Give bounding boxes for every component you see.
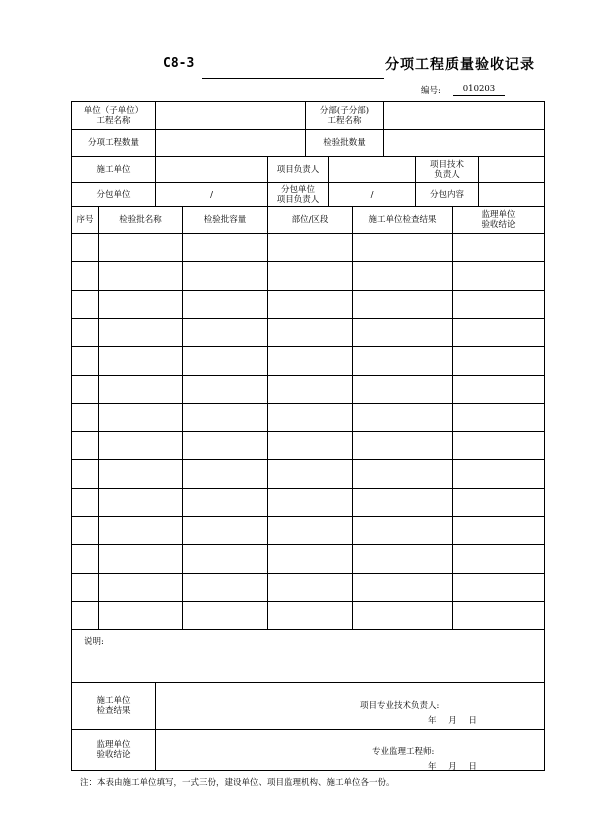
subcontract-pm-label: 分包单位 项目负责人 — [276, 184, 320, 205]
col-header-construction-result: 施工单位检查结果 — [368, 215, 437, 225]
notes-field[interactable] — [80, 648, 538, 680]
table-row[interactable] — [72, 319, 544, 345]
table-row[interactable] — [72, 517, 544, 543]
col-divider — [155, 682, 156, 771]
table-row[interactable] — [72, 376, 544, 402]
construction-unit-field[interactable] — [156, 157, 267, 182]
form-title: 分项工程质量验收记录 — [385, 57, 535, 73]
subcontract-content-label: 分包内容 — [429, 189, 464, 200]
tech-manager-signature-label: 项目专业技术负责人: — [360, 701, 440, 711]
serial-number-field[interactable]: 010203 — [453, 84, 505, 96]
item-project-quantity-field[interactable] — [156, 130, 305, 156]
supervision-conclusion-label: 监理单位 验收结论 — [96, 740, 131, 760]
project-manager-label: 项目负责人 — [276, 164, 320, 175]
table-row[interactable] — [72, 262, 544, 288]
project-tech-manager-field[interactable] — [479, 157, 544, 182]
subcontract-content-field[interactable] — [479, 183, 544, 206]
table-row[interactable] — [72, 432, 544, 458]
table-row[interactable] — [72, 489, 544, 515]
construction-unit-label: 施工单位 — [96, 164, 131, 175]
col-header-supervision-conclusion: 监理单位 验收结论 — [481, 210, 516, 230]
table-row[interactable] — [72, 347, 544, 373]
construction-check-date[interactable]: 年 月 日 — [428, 716, 477, 726]
footnote: 注：本表由施工单位填写，一式三份，建设单位、项目监理机构、施工单位各一份。 — [80, 778, 395, 788]
subcontract-unit-field[interactable]: / — [210, 189, 213, 200]
table-row[interactable] — [72, 404, 544, 430]
table-row[interactable] — [72, 460, 544, 486]
construction-check-label: 施工单位 检查结果 — [96, 696, 131, 716]
inspection-lot-quantity-label: 检验批数量 — [323, 138, 366, 148]
project-tech-manager-label: 项目技术 负责人 — [429, 159, 464, 180]
table-row[interactable] — [72, 234, 544, 260]
title-underline — [202, 78, 384, 79]
table-row[interactable] — [72, 291, 544, 317]
subcontract-unit-label: 分包单位 — [96, 189, 131, 200]
project-manager-field[interactable] — [329, 157, 415, 182]
supervision-engineer-signature-label: 专业监理工程师: — [372, 747, 435, 757]
subcontract-pm-field[interactable]: / — [370, 189, 374, 200]
inspection-lot-quantity-field[interactable] — [384, 130, 544, 156]
notes-label: 说明: — [84, 637, 104, 647]
sub-part-project-name-label: 分部(子分部) 工程名称 — [319, 105, 370, 126]
table-row[interactable] — [72, 545, 544, 571]
col-header-lot-capacity: 检验批容量 — [203, 215, 247, 225]
supervision-conclusion-date[interactable]: 年 月 日 — [428, 762, 477, 772]
col-header-index: 序号 — [76, 215, 94, 225]
form-code: C8-3 — [163, 56, 195, 71]
item-project-quantity-label: 分项工程数量 — [87, 138, 139, 148]
table-row-divider — [71, 629, 545, 630]
sub-part-project-name-field[interactable] — [384, 102, 544, 129]
table-row[interactable] — [72, 574, 544, 600]
unit-project-name-field[interactable] — [156, 102, 305, 129]
col-header-location: 部位/区段 — [291, 215, 329, 225]
col-header-lot-name: 检验批名称 — [119, 215, 162, 225]
serial-label: 编号: — [421, 86, 441, 96]
unit-project-name-label: 单位（子单位） 工程名称 — [83, 105, 144, 126]
table-row[interactable] — [72, 602, 544, 628]
